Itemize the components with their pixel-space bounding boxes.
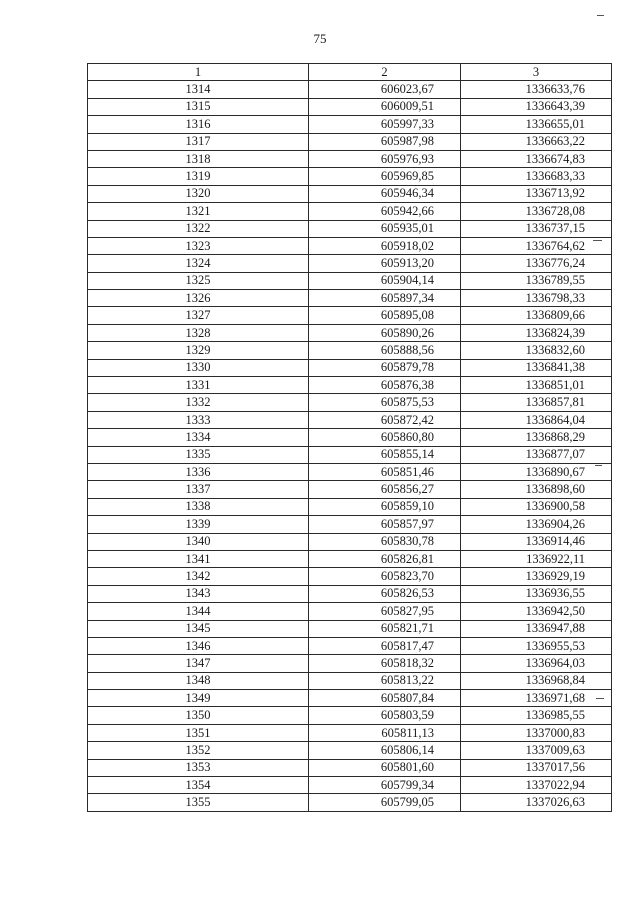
x-coordinate-cell: 605942,66 (309, 203, 461, 220)
y-coordinate-cell: 1336929,19 (461, 568, 612, 585)
table-row (88, 446, 612, 463)
point-number-cell: 1316 (88, 116, 309, 133)
y-coordinate-cell: 1336655,01 (461, 116, 612, 133)
table-row (88, 394, 612, 411)
point-number-cell: 1323 (88, 237, 309, 254)
point-number-cell: 1343 (88, 585, 309, 602)
point-number-cell: 1340 (88, 533, 309, 550)
table-row (88, 133, 612, 150)
point-number-cell: 1344 (88, 603, 309, 620)
table-row (88, 377, 612, 394)
x-coordinate-cell: 605826,81 (309, 550, 461, 567)
table-row (88, 550, 612, 567)
table-row (88, 168, 612, 185)
x-coordinate-cell: 606023,67 (309, 81, 461, 98)
y-coordinate-cell: 1336764,62 (461, 237, 612, 254)
table-row (88, 429, 612, 446)
scan-mark (595, 465, 602, 466)
x-coordinate-cell: 605823,70 (309, 568, 461, 585)
y-coordinate-cell: 1336964,03 (461, 655, 612, 672)
point-number-cell: 1345 (88, 620, 309, 637)
scan-mark (593, 240, 602, 241)
point-number-cell: 1314 (88, 81, 309, 98)
x-coordinate-cell: 605976,93 (309, 150, 461, 167)
point-number-cell: 1318 (88, 150, 309, 167)
x-coordinate-cell: 605856,27 (309, 481, 461, 498)
point-number-cell: 1326 (88, 290, 309, 307)
table-header (88, 64, 612, 81)
point-number-cell: 1347 (88, 655, 309, 672)
point-number-cell: 1346 (88, 637, 309, 654)
table-row (88, 98, 612, 115)
table-row (88, 568, 612, 585)
y-coordinate-cell: 1336663,22 (461, 133, 612, 150)
column-header-3: 3 (461, 64, 612, 81)
table-row (88, 794, 612, 811)
y-coordinate-cell: 1336904,26 (461, 516, 612, 533)
table-row (88, 220, 612, 237)
table-row (88, 203, 612, 220)
x-coordinate-cell: 605946,34 (309, 185, 461, 202)
point-number-cell: 1334 (88, 429, 309, 446)
y-coordinate-cell: 1336737,15 (461, 220, 612, 237)
point-number-cell: 1336 (88, 463, 309, 480)
x-coordinate-cell: 605801,60 (309, 759, 461, 776)
point-number-cell: 1337 (88, 481, 309, 498)
table-row (88, 777, 612, 794)
y-coordinate-cell: 1336868,29 (461, 429, 612, 446)
y-coordinate-cell: 1337017,56 (461, 759, 612, 776)
y-coordinate-cell: 1336674,83 (461, 150, 612, 167)
x-coordinate-cell: 605895,08 (309, 307, 461, 324)
point-number-cell: 1331 (88, 377, 309, 394)
x-coordinate-cell: 605826,53 (309, 585, 461, 602)
y-coordinate-cell: 1337026,63 (461, 794, 612, 811)
x-coordinate-cell: 605855,14 (309, 446, 461, 463)
table-body (88, 81, 612, 811)
y-coordinate-cell: 1336809,66 (461, 307, 612, 324)
x-coordinate-cell: 605807,84 (309, 690, 461, 707)
y-coordinate-cell: 1336890,67 (461, 463, 612, 480)
x-coordinate-cell: 605799,05 (309, 794, 461, 811)
x-coordinate-cell: 605897,34 (309, 290, 461, 307)
point-number-cell: 1325 (88, 272, 309, 289)
y-coordinate-cell: 1336971,68 (461, 690, 612, 707)
point-number-cell: 1324 (88, 255, 309, 272)
table-row (88, 742, 612, 759)
point-number-cell: 1321 (88, 203, 309, 220)
y-coordinate-cell: 1336942,50 (461, 603, 612, 620)
y-coordinate-cell: 1336955,53 (461, 637, 612, 654)
x-coordinate-cell: 605803,59 (309, 707, 461, 724)
table-row (88, 290, 612, 307)
table-row (88, 307, 612, 324)
table-row (88, 585, 612, 602)
table-row (88, 359, 612, 376)
y-coordinate-cell: 1336877,07 (461, 446, 612, 463)
y-coordinate-cell: 1336985,55 (461, 707, 612, 724)
table-row (88, 516, 612, 533)
point-number-cell: 1332 (88, 394, 309, 411)
x-coordinate-cell: 605875,53 (309, 394, 461, 411)
y-coordinate-cell: 1337009,63 (461, 742, 612, 759)
table-row (88, 81, 612, 98)
y-coordinate-cell: 1336832,60 (461, 342, 612, 359)
y-coordinate-cell: 1336922,11 (461, 550, 612, 567)
table-row (88, 150, 612, 167)
y-coordinate-cell: 1336633,76 (461, 81, 612, 98)
point-number-cell: 1349 (88, 690, 309, 707)
x-coordinate-cell: 606009,51 (309, 98, 461, 115)
point-number-cell: 1320 (88, 185, 309, 202)
y-coordinate-cell: 1336864,04 (461, 411, 612, 428)
x-coordinate-cell: 605872,42 (309, 411, 461, 428)
point-number-cell: 1351 (88, 724, 309, 741)
table-row (88, 690, 612, 707)
y-coordinate-cell: 1336728,08 (461, 203, 612, 220)
x-coordinate-cell: 605818,32 (309, 655, 461, 672)
point-number-cell: 1353 (88, 759, 309, 776)
point-number-cell: 1322 (88, 220, 309, 237)
y-coordinate-cell: 1336713,92 (461, 185, 612, 202)
point-number-cell: 1327 (88, 307, 309, 324)
y-coordinate-cell: 1336851,01 (461, 377, 612, 394)
point-number-cell: 1329 (88, 342, 309, 359)
table-row (88, 533, 612, 550)
table-row (88, 620, 612, 637)
x-coordinate-cell: 605890,26 (309, 324, 461, 341)
point-number-cell: 1339 (88, 516, 309, 533)
table-row (88, 411, 612, 428)
column-header-1: 1 (88, 64, 309, 81)
y-coordinate-cell: 1336936,55 (461, 585, 612, 602)
coordinates-table (87, 63, 612, 812)
table-row (88, 603, 612, 620)
scan-mark (597, 15, 604, 16)
y-coordinate-cell: 1337022,94 (461, 777, 612, 794)
y-coordinate-cell: 1336798,33 (461, 290, 612, 307)
y-coordinate-cell: 1336968,84 (461, 672, 612, 689)
table-row (88, 255, 612, 272)
y-coordinate-cell: 1336947,88 (461, 620, 612, 637)
x-coordinate-cell: 605799,34 (309, 777, 461, 794)
page-number: 75 (313, 31, 327, 46)
x-coordinate-cell: 605918,02 (309, 237, 461, 254)
x-coordinate-cell: 605860,80 (309, 429, 461, 446)
point-number-cell: 1352 (88, 742, 309, 759)
y-coordinate-cell: 1336824,39 (461, 324, 612, 341)
x-coordinate-cell: 605888,56 (309, 342, 461, 359)
point-number-cell: 1315 (88, 98, 309, 115)
y-coordinate-cell: 1336857,81 (461, 394, 612, 411)
x-coordinate-cell: 605851,46 (309, 463, 461, 480)
x-coordinate-cell: 605904,14 (309, 272, 461, 289)
table-row (88, 116, 612, 133)
x-coordinate-cell: 605876,38 (309, 377, 461, 394)
point-number-cell: 1317 (88, 133, 309, 150)
x-coordinate-cell: 605813,22 (309, 672, 461, 689)
x-coordinate-cell: 605857,97 (309, 516, 461, 533)
point-number-cell: 1330 (88, 359, 309, 376)
table-row (88, 672, 612, 689)
table-row (88, 324, 612, 341)
point-number-cell: 1333 (88, 411, 309, 428)
table-row (88, 707, 612, 724)
y-coordinate-cell: 1337000,83 (461, 724, 612, 741)
point-number-cell: 1342 (88, 568, 309, 585)
table-row (88, 655, 612, 672)
table-row (88, 724, 612, 741)
x-coordinate-cell: 605913,20 (309, 255, 461, 272)
header-row (88, 64, 612, 81)
y-coordinate-cell: 1336643,39 (461, 98, 612, 115)
x-coordinate-cell: 605969,85 (309, 168, 461, 185)
table-row (88, 237, 612, 254)
x-coordinate-cell: 605830,78 (309, 533, 461, 550)
point-number-cell: 1335 (88, 446, 309, 463)
point-number-cell: 1328 (88, 324, 309, 341)
table-row (88, 185, 612, 202)
x-coordinate-cell: 605987,98 (309, 133, 461, 150)
x-coordinate-cell: 605859,10 (309, 498, 461, 515)
point-number-cell: 1348 (88, 672, 309, 689)
table-row (88, 637, 612, 654)
y-coordinate-cell: 1336789,55 (461, 272, 612, 289)
table-row (88, 759, 612, 776)
x-coordinate-cell: 605817,47 (309, 637, 461, 654)
x-coordinate-cell: 605997,33 (309, 116, 461, 133)
x-coordinate-cell: 605879,78 (309, 359, 461, 376)
x-coordinate-cell: 605821,71 (309, 620, 461, 637)
table-row (88, 498, 612, 515)
y-coordinate-cell: 1336841,38 (461, 359, 612, 376)
y-coordinate-cell: 1336683,33 (461, 168, 612, 185)
point-number-cell: 1341 (88, 550, 309, 567)
y-coordinate-cell: 1336900,58 (461, 498, 612, 515)
y-coordinate-cell: 1336914,46 (461, 533, 612, 550)
table-row (88, 272, 612, 289)
x-coordinate-cell: 605827,95 (309, 603, 461, 620)
point-number-cell: 1338 (88, 498, 309, 515)
point-number-cell: 1355 (88, 794, 309, 811)
y-coordinate-cell: 1336898,60 (461, 481, 612, 498)
table-row (88, 463, 612, 480)
x-coordinate-cell: 605806,14 (309, 742, 461, 759)
y-coordinate-cell: 1336776,24 (461, 255, 612, 272)
point-number-cell: 1350 (88, 707, 309, 724)
x-coordinate-cell: 605811,13 (309, 724, 461, 741)
column-header-2: 2 (309, 64, 461, 81)
x-coordinate-cell: 605935,01 (309, 220, 461, 237)
point-number-cell: 1354 (88, 777, 309, 794)
table-row (88, 481, 612, 498)
point-number-cell: 1319 (88, 168, 309, 185)
scan-mark (596, 698, 604, 699)
table-row (88, 342, 612, 359)
